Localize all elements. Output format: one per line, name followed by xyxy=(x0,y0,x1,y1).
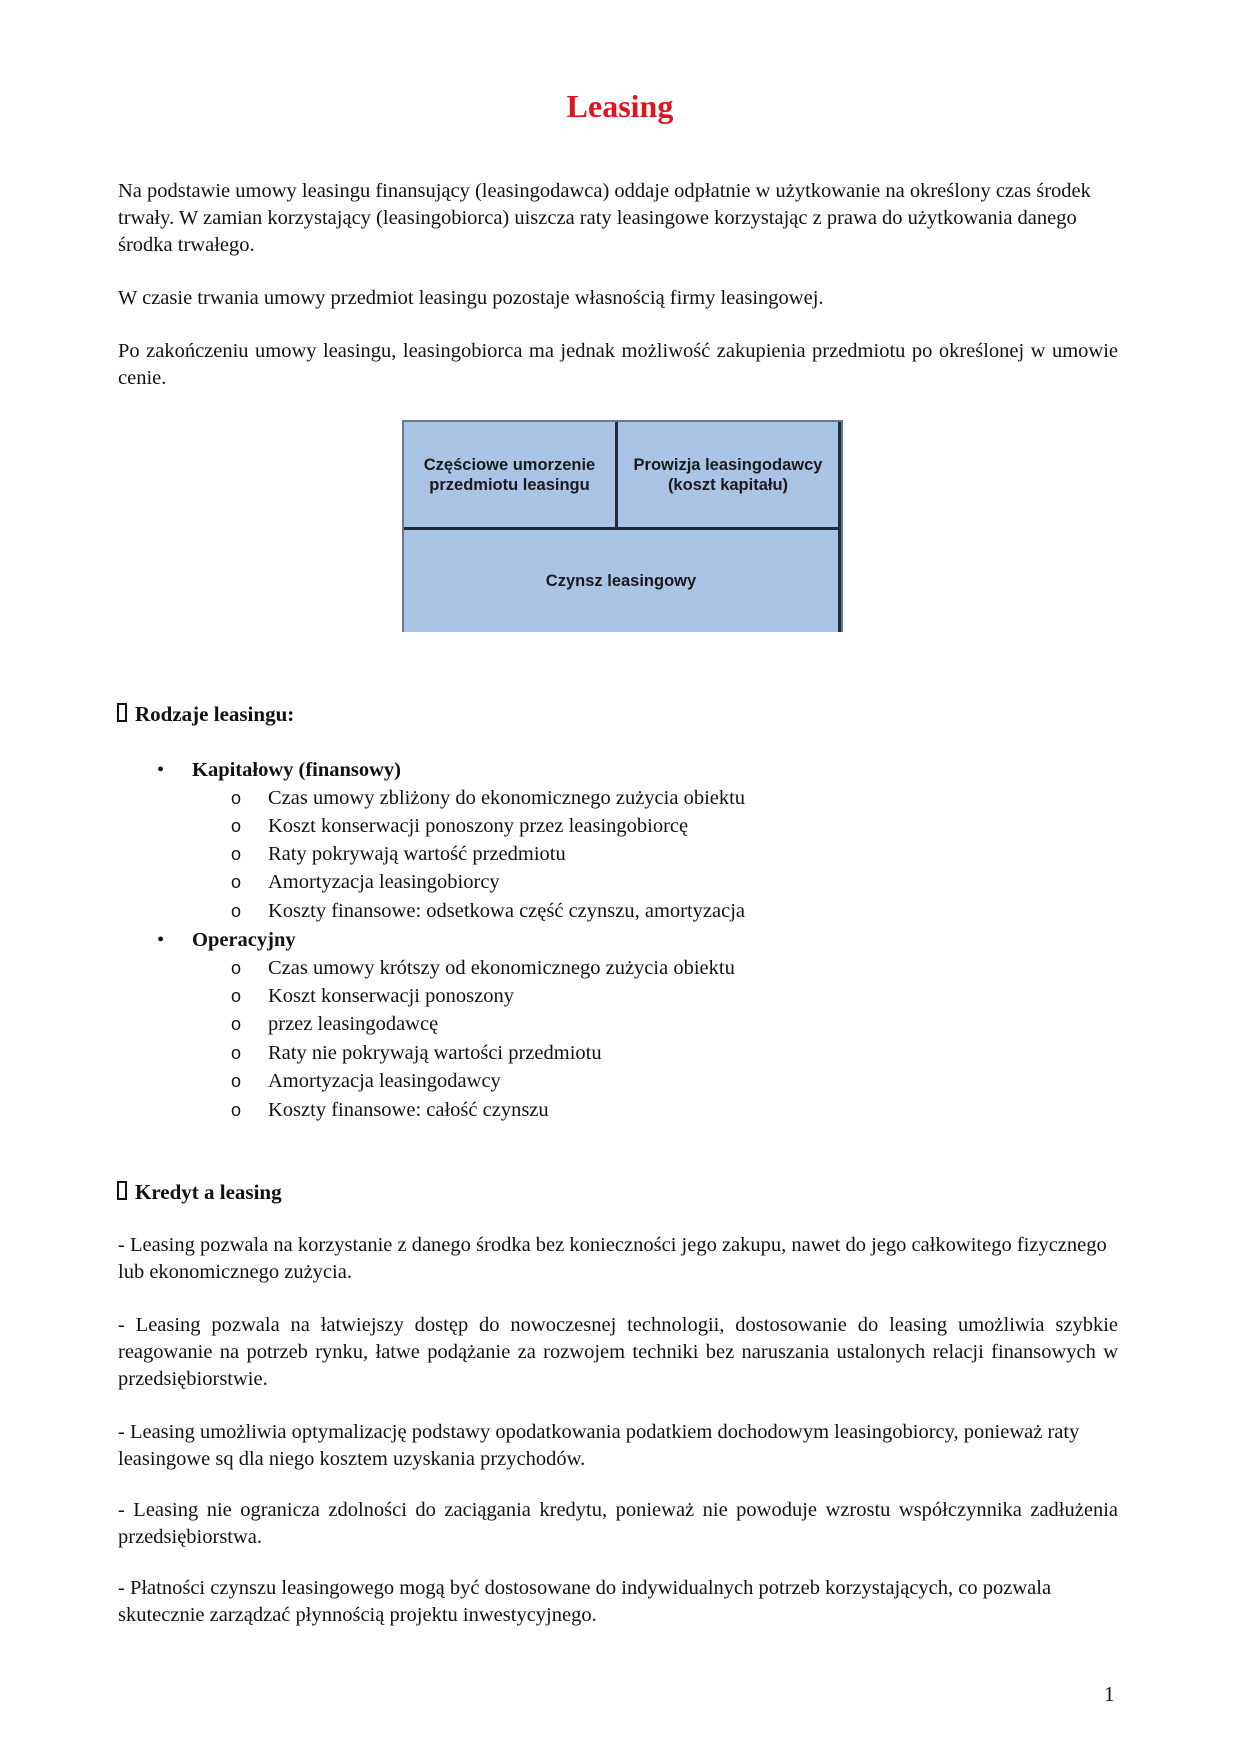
paragraph: - Leasing nie ogranicza zdolności do zaciągania kredytu, ponieważ nie powoduje wzrostu współczynnika zadłużenia przedsiębiorstwa. xyxy=(118,1499,1118,1548)
item-text: Koszty finansowe: odsetkowa część czynszu, amortyzacja xyxy=(268,900,746,922)
group-label: Kapitałowy (finansowy) xyxy=(192,759,402,781)
bullet-box-icon xyxy=(117,703,127,722)
diagram-cell-lessor-commission: Prowizja leasingodawcy (koszt kapitału) xyxy=(618,422,841,530)
sub-bullet-icon: o xyxy=(231,872,242,892)
intro-paragraph-1: Na podstawie umowy leasingu finansujący (leasingodawca) oddaje odpłatnie w użytkowanie na określony czas środek trwały. W zamian korzystający (leasingobiorca) uiszcza raty leasingowe korzystając z prawa do użytkowania danego środka trwałego. xyxy=(118,180,1091,256)
diagram-cell-lease-rent: Czynsz leasingowy xyxy=(404,530,841,632)
intro-paragraph-2: W czasie trwania umowy przedmiot leasingu pozostaje własnością firmy leasingowej. xyxy=(118,287,824,309)
sub-bullet-icon: o xyxy=(231,1071,242,1091)
paragraph: - Leasing pozwala na łatwiejszy dostęp do nowoczesnej technologii, dostosowanie do leasing umożliwia szybkie reagowanie na potrzeb rynku, łatwe podążanie za rozwojem techniki bez naruszania ustalonych relacji finansowych w przedsiębiorstwie. xyxy=(118,1314,1118,1390)
sub-bullet-icon: o xyxy=(231,958,242,978)
sub-bullet-icon: o xyxy=(231,788,242,808)
bullet-box-icon xyxy=(117,1181,127,1200)
item-text: Koszty finansowe: całość czynszu xyxy=(268,1099,549,1121)
bullet-icon: • xyxy=(157,929,165,951)
item-text: Czas umowy krótszy od ekonomicznego zużycia obiektu xyxy=(268,957,735,979)
item-text: przez leasingodawcę xyxy=(268,1013,439,1035)
heading-text: Rodzaje leasingu: xyxy=(135,702,295,726)
paragraph: - Leasing umożliwia optymalizację podstawy opodatkowania podatkiem dochodowym leasingobiorcy, ponieważ raty leasingowe sq dla niego kosztem uzyskania przychodów. xyxy=(118,1421,1080,1470)
heading-text: Kredyt a leasing xyxy=(135,1180,282,1204)
item-text: Czas umowy zbliżony do ekonomicznego zużycia obiektu xyxy=(268,787,746,809)
intro-paragraph-3: Po zakończeniu umowy leasingu, leasingobiorca ma jednak możliwość zakupienia przedmiotu po określonej w umowie cenie. xyxy=(118,340,1118,389)
section-heading-credit-vs-leasing xyxy=(117,1180,282,1205)
sub-bullet-icon: o xyxy=(231,1043,242,1063)
page-number: 1 xyxy=(1104,1682,1115,1706)
item-text: Koszt konserwacji ponoszony xyxy=(268,985,514,1007)
item-text: Amortyzacja leasingodawcy xyxy=(268,1070,501,1092)
item-text: Amortyzacja leasingobiorcy xyxy=(268,871,500,893)
item-text: Raty nie pokrywają wartości przedmiotu xyxy=(268,1042,602,1064)
sub-bullet-icon: o xyxy=(231,816,242,836)
paragraph: - Płatności czynszu leasingowego mogą być dostosowane do indywidualnych potrzeb korzystających, co pozwala skutecznie zarządzać płynnością projektu inwestycyjnego. xyxy=(118,1577,1052,1626)
section-heading-types xyxy=(117,702,294,727)
item-text: Raty pokrywają wartość przedmiotu xyxy=(268,843,566,865)
document-title: Leasing xyxy=(566,88,674,124)
sub-bullet-icon: o xyxy=(231,986,242,1006)
bullet-icon: • xyxy=(157,759,165,781)
sub-bullet-icon: o xyxy=(231,1100,242,1120)
group-label: Operacyjny xyxy=(192,929,296,951)
sub-bullet-icon: o xyxy=(231,844,242,864)
diagram-cell-partial-depreciation: Częściowe umorzenie przedmiotu leasingu xyxy=(404,422,618,530)
item-text: Koszt konserwacji ponoszony przez leasingobiorcę xyxy=(268,815,689,837)
sub-bullet-icon: o xyxy=(231,1014,242,1034)
paragraph: - Leasing pozwala na korzystanie z danego środka bez konieczności jego zakupu, nawet do jego całkowitego fizycznego lub ekonomicznego zużycia. xyxy=(118,1234,1107,1283)
leasing-diagram xyxy=(402,420,843,632)
sub-bullet-icon: o xyxy=(231,901,242,921)
